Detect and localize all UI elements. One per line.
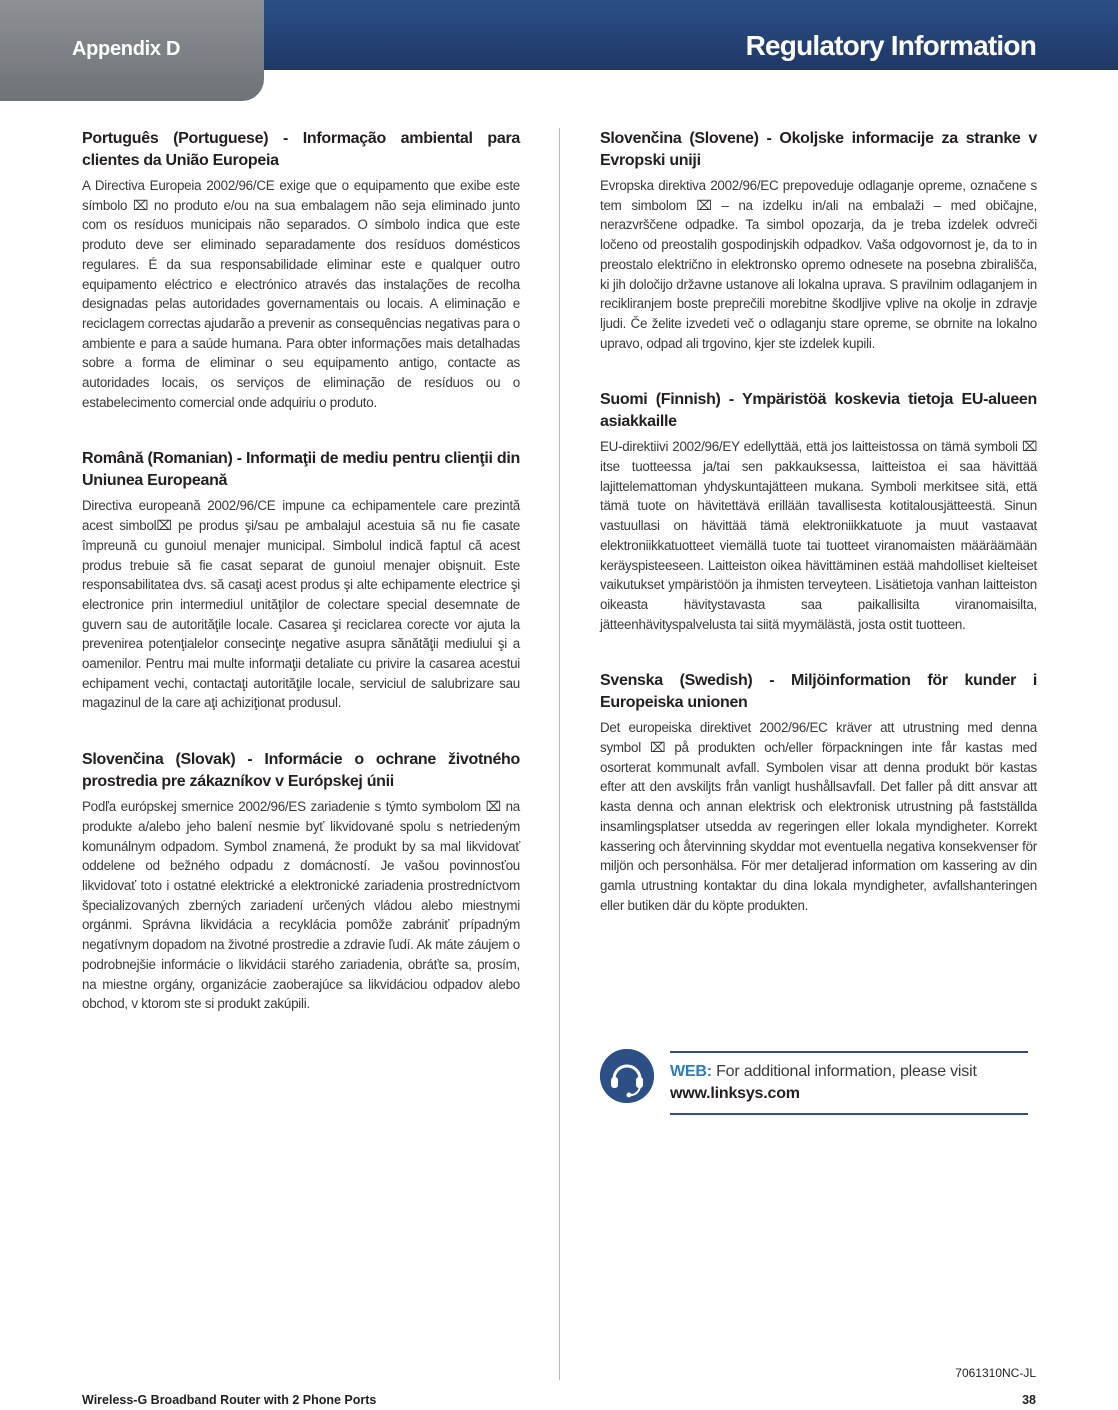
- left-column: [82, 128, 520, 1050]
- section-body: A Directiva Europeia 2002/96/CE exige que o equipamento que exibe este símbolo ⌧ no produto e/ou na sua embalagem não seja eliminado junto com os resíduos municipais não separados. O símbolo indica que este produto deve ser eliminado separadamente dos resíduos domésticos regulares. É da sua responsabilidade eliminar este e qualquer outro equipamento eléctrico e electrónico através das instalações de recolha designadas pelas autoridades governamentais ou locais. A eliminação e reciclagem correctas ajudarão a prevenir as consequências negativas para o ambiente e para a saúde humana. Para obter informações mais detalhadas sobre a forma de eliminar o seu equipamento antigo, contacte as autoridades locais, os serviços de eliminação de resíduos ou o estabelecimento comercial onde adquiriu o produto.: [82, 178, 520, 410]
- section-body: EU-direktiivi 2002/96/EY edellyttää, että jos laitteistossa on tämä symboli ⌧ itse tuotteessa ja/tai sen pakkauksessa, laitteistoa ei saa hävittää lajittelemattoman yhdyskuntajätteen mukana. Symboli merkitsee sitä, että tämä tuote on hävitettävä erillään tavallisesta kotitalousjätteestä. Sinun vastuullasi on hävittää tämä elektroniikkatuote ja muut vastaavat elektroniikkatuotteet viemällä tuote tai tuotteet viranomaisten määräämään keräyspisteeseen. Laitteiston oikea hävittäminen estää mahdolliset kielteiset vaikutukset ympäristöön ja ihmisten terveyteen. Lisätietoja vanhan laitteiston oikeasta hävitystavasta saa paikallisilta viranomaisilta, jätteenhävityspalvelusta tai siitä myymälästä, josta ostit tuotteen.: [600, 439, 1037, 632]
- page-number: 38: [1022, 1393, 1036, 1407]
- section-body: Directiva europeană 2002/96/CE impune ca echipamentele care prezintă acest simbol⌧ pe produs şi/sau pe ambalajul acestuia să nu fie casate împreună cu gunoiul menajer municipal. Simbolul indică faptul că acest produs trebuie să fie casat separat de gunoiul menajer obişnuit. Este responsabilitatea dvs. să casaţi acest produs şi alte echipamente electrice şi electronice prin intermediul unităţilor de colectare special desemnate de guvern sau de autorităţile locale. Casarea şi reciclarea corecte vor ajuta la prevenirea potenţialelor consecinţe negative asupra sănătăţii mediului şi a oamenilor. Pentru mai multe informaţii detaliate cu privire la casarea acestui echipament vechi, contactaţi autorităţile locale, serviciul de salubrizare sau magazinul de la care aţi achiziţionat produsul.: [82, 498, 520, 711]
- section-body: Evropska direktiva 2002/96/EC prepoveduje odlaganje opreme, označene s tem simbolom ⌧ – na izdelku in/ali na embalaži – med običajne, nerazvrščene odpadke. Ta simbol opozarja, da je treba izdelek odvreči ločeno od preostalih gospodinjskih odpadkov. Vaša odgovornost je, da to in preostalo električno in elektronsko opremo odnesete na posebna zbirališča, ki jih določijo državne ustanove ali lokalna uprava. S pravilnim odlaganjem in recikliranjem boste preprečili morebitne škodljive vplive na okolje in zdravje ljudi. Če želite izvedeti več o odlaganju stare opreme, se obrnite na lokalno upravo, odpad ali trgovino, kjer ste izdelek kupili.: [600, 178, 1037, 351]
- web-note-rule-top: [670, 1051, 1028, 1053]
- section-swedish: [600, 670, 1037, 915]
- web-note-text: [670, 1061, 1030, 1105]
- appendix-label: Appendix D: [72, 38, 181, 60]
- section-heading: Slovenčina (Slovene) - Okoljske informacije za stranke v Evropski uniji: [600, 130, 1037, 169]
- page-title: Regulatory Information: [745, 30, 1036, 61]
- section-slovak: [82, 749, 520, 1014]
- web-label: WEB:: [670, 1063, 712, 1080]
- footer-product-name: Wireless-G Broadband Router with 2 Phone Ports: [82, 1393, 377, 1407]
- web-description: For additional information, please visit: [716, 1063, 977, 1080]
- right-column: [600, 128, 1037, 951]
- section-heading: Português (Portuguese) - Informação ambiental para clientes da União Europeia: [82, 130, 520, 169]
- appendix-tab: [0, 0, 264, 101]
- section-portuguese: [82, 128, 520, 412]
- section-finnish: [600, 389, 1037, 634]
- column-divider: [559, 128, 560, 1380]
- web-url-link[interactable]: www.linksys.com: [670, 1085, 800, 1102]
- section-heading: Română (Romanian) - Informaţii de mediu pentru clienţii din Uniunea Europeană: [82, 450, 520, 490]
- web-note-rule-bottom: [670, 1113, 1028, 1115]
- section-body: Det europeiska direktivet 2002/96/EC kräver att utrustning med denna symbol ⌧ på produkten och/eller förpackningen inte får kastas med osorterat kommunalt avfall. Symbolen visar att denna produkt bör kastas efter att den avskiljts från vanligt hushållsavfall. Det faller på ditt ansvar att kasta denna och annan elektrisk och elektronisk utrustning på fastställda insamlingsplatser utsedda av regeringen eller lokala myndigheter. Korrekt kassering och återvinning skyddar mot eventuella negativa konsekvenser för miljön och personhälsa. För mer detaljerad information om kassering av din gamla utrustning kontaktar du dina lokala myndigheter, avfallshanteringen eller butiken där du köpte produkten.: [600, 720, 1037, 913]
- web-globe-icon: [600, 1049, 654, 1103]
- section-slovene: [600, 128, 1037, 353]
- section-heading: Suomi (Finnish) - Ympäristöä koskevia tietoja EU-alueen asiakkaille: [600, 391, 1037, 431]
- section-heading: Slovenčina (Slovak) - Informácie o ochrane životného prostredia pre zákazníkov v Európskej únii: [82, 751, 520, 791]
- section-romanian: [82, 448, 520, 713]
- section-heading: Svenska (Swedish) - Miljöinformation för kunder i Europeiska unionen: [600, 672, 1037, 712]
- section-body: Podľa európskej smernice 2002/96/ES zariadenie s týmto symbolom ⌧ na produkte a/alebo jeho balení nesmie byť likvidované spolu s netriedeným komunálnym odpadom. Symbol znamená, že produkt by sa mal likvidovať oddelene od bežného odpadu z domácností. Je vašou povinnosťou likvidovať toto i ostatné elektrické a elektronické zariadenia prostredníctvom špecializovaných zberných zariadení určených vládou alebo miestnymi orgánmi. Správna likvidácia a recyklácia pomôže zabrániť prípadným negatívnym dopadom na životné prostredie a zdravie ľudí. Ak máte záujem o podrobnejšie informácie o likvidácii starého zariadenia, obráťte sa, prosím, na miestne orgány, organizácie zaoberajúce sa likvidáciou odpadov alebo obchod, v ktorom ste si produkt zakúpili.: [82, 799, 520, 1012]
- web-note: [600, 1047, 1037, 1122]
- document-code: 7061310NC-JL: [955, 1366, 1036, 1380]
